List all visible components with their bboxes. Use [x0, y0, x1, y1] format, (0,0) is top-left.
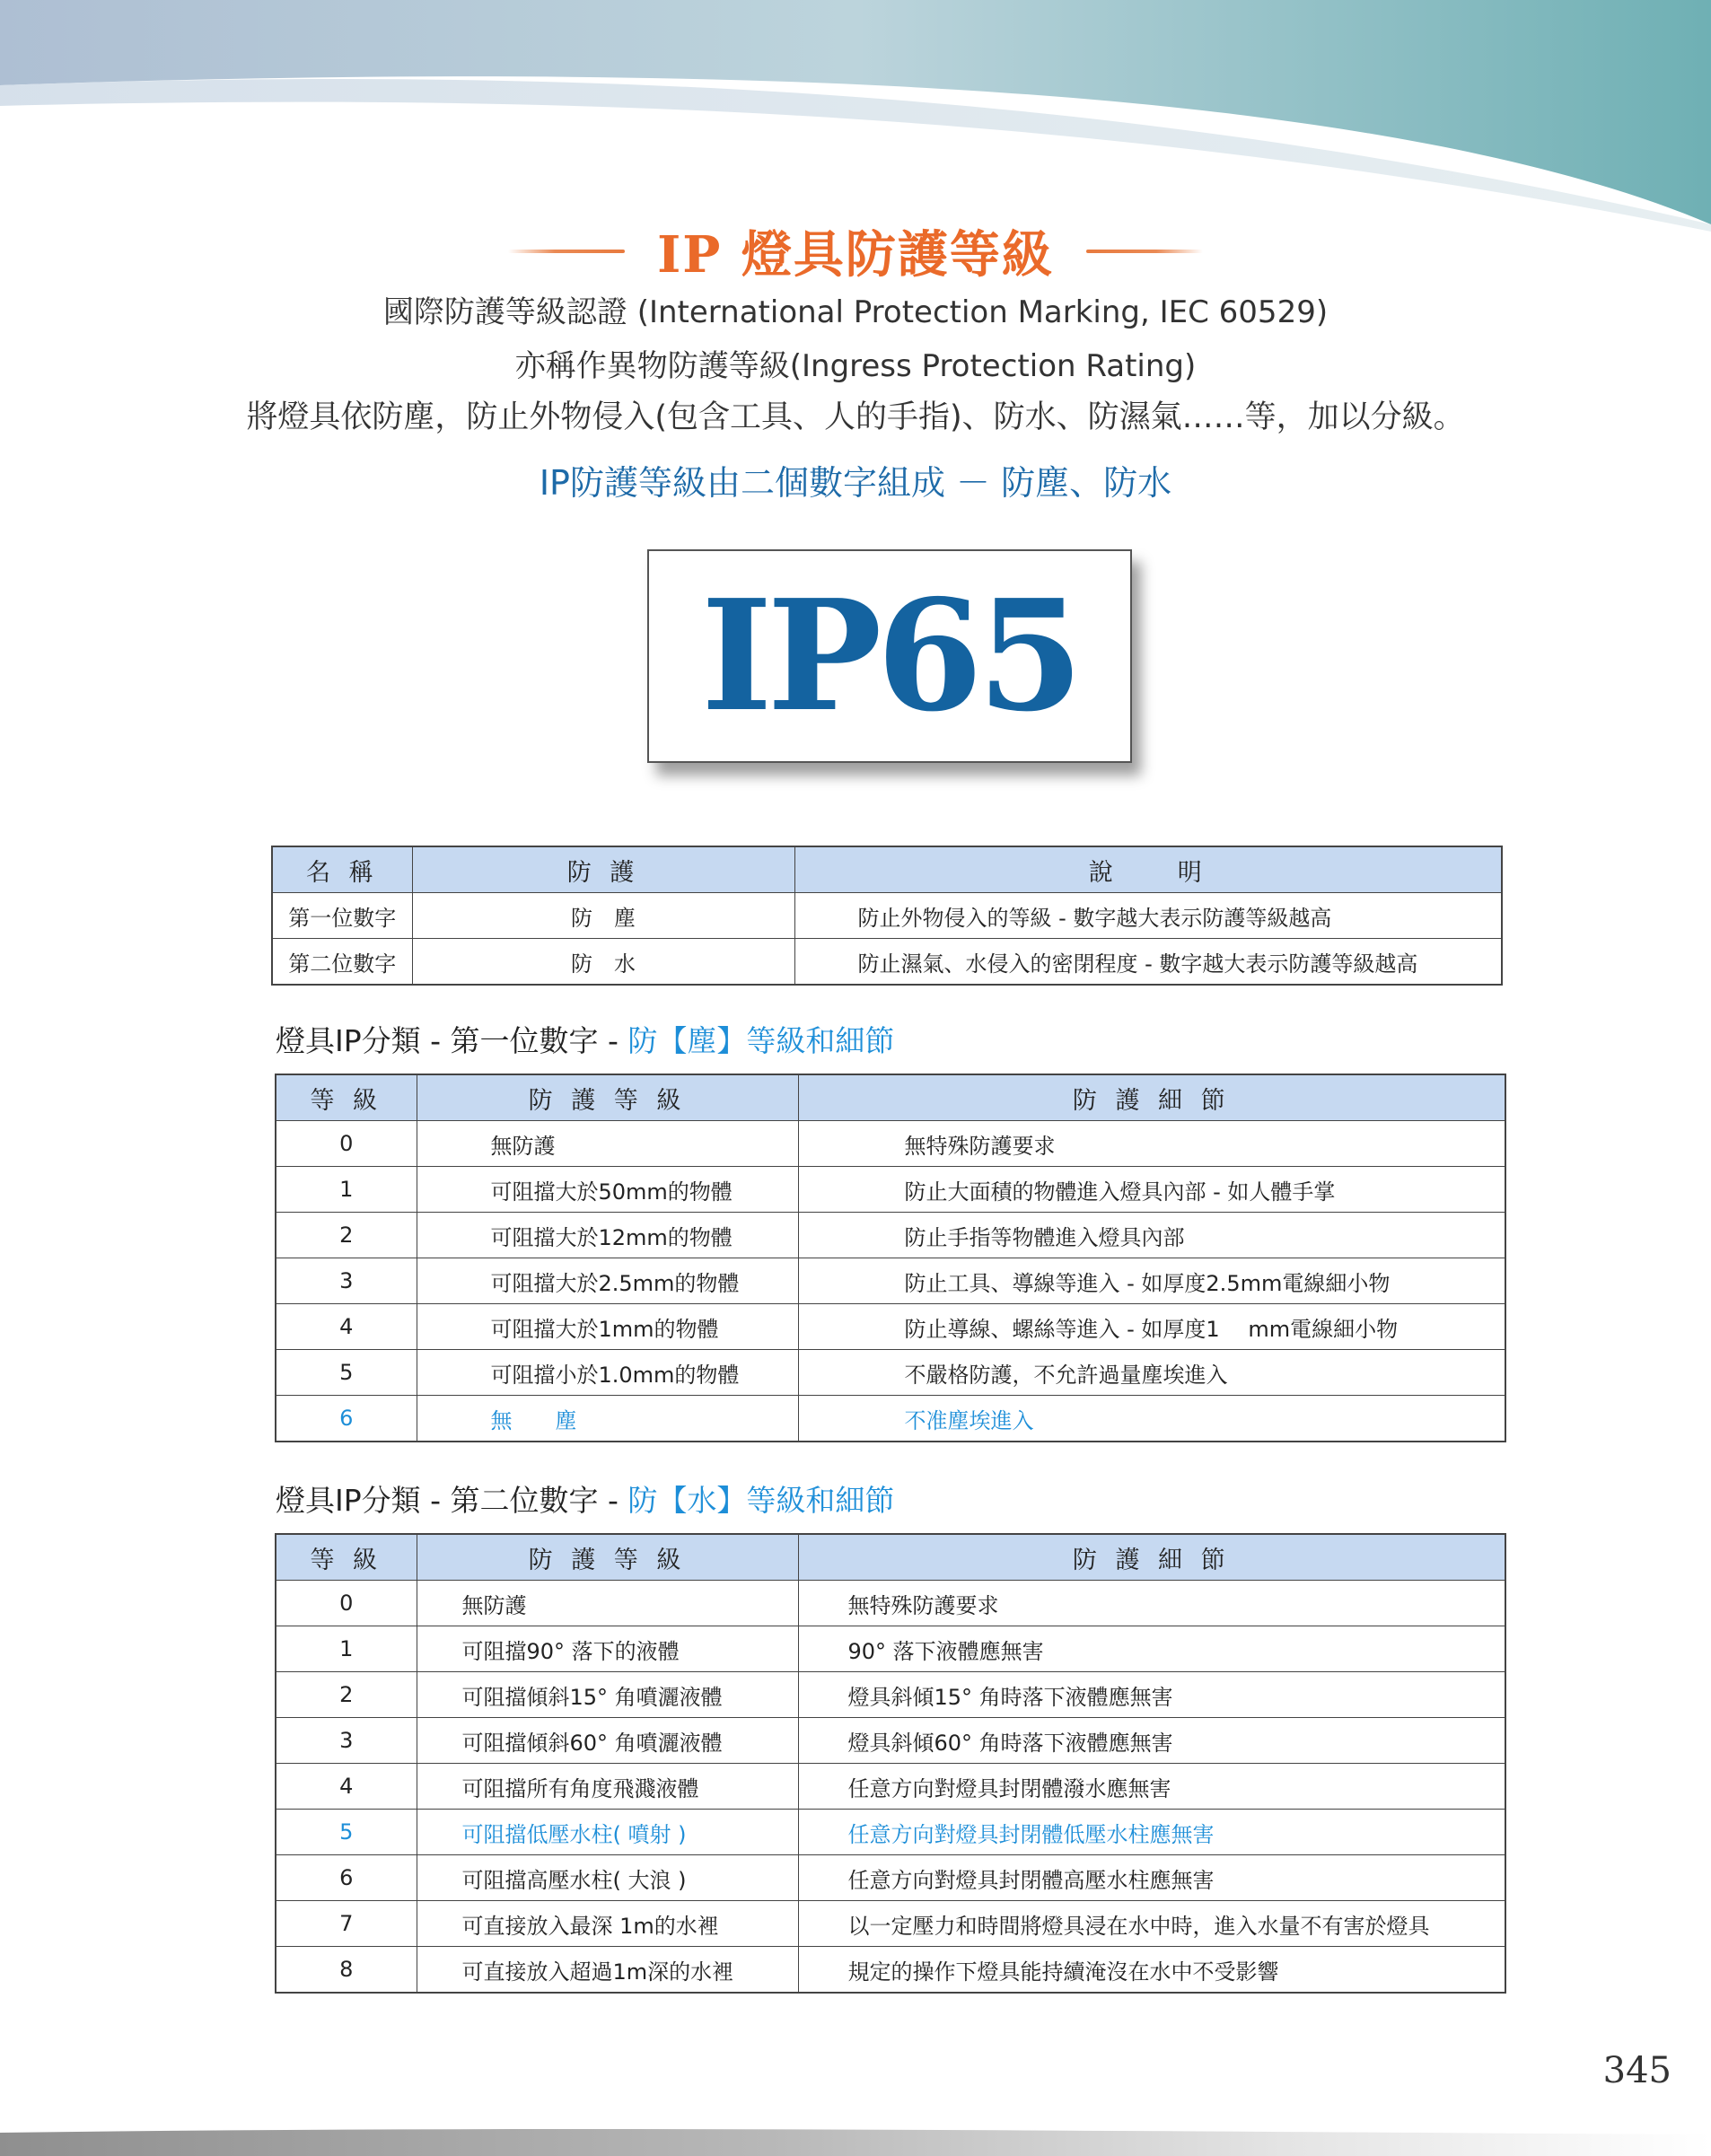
header-level: 等 級	[276, 1074, 417, 1121]
table-row	[276, 1167, 1505, 1213]
cell-protection-detail: 無特殊防護要求	[798, 1121, 1505, 1167]
table-row	[276, 1213, 1505, 1258]
cell-protection-detail: 防止導線、螺絲等進入 - 如厚度1 mm電線細小物	[798, 1304, 1505, 1350]
table-row	[276, 1947, 1505, 1994]
dust-title-highlight: 防【塵】等級和細節	[627, 1023, 895, 1058]
cell-description: 防止濕氣、水侵入的密閉程度 - 數字越大表示防護等級越高	[794, 939, 1502, 986]
cell-protection-level: 可阻擋傾斜15° 角噴灑液體	[417, 1672, 798, 1718]
cell-protection-level: 可直接放入最深 1m的水裡	[417, 1901, 798, 1947]
footer-bar-decoration	[0, 2125, 1711, 2156]
cell-level: 8	[276, 1947, 417, 1994]
table-row	[276, 1901, 1505, 1947]
cell-level: 0	[276, 1121, 417, 1167]
cell-protection-detail: 無特殊防護要求	[798, 1581, 1505, 1626]
header-protection: 防 護	[412, 846, 794, 893]
cell-level: 7	[276, 1901, 417, 1947]
cell-level: 2	[276, 1213, 417, 1258]
table-row	[276, 1350, 1505, 1396]
cell-level: 5	[276, 1810, 417, 1855]
cell-protection: 防 水	[412, 939, 794, 986]
cell-protection-detail: 不准塵埃進入	[798, 1396, 1505, 1442]
ip-badge-box	[647, 549, 1132, 763]
cell-level: 1	[276, 1167, 417, 1213]
cell-protection-level: 可阻擋低壓水柱( 噴射 )	[417, 1810, 798, 1855]
cell-level: 6	[276, 1855, 417, 1901]
cell-protection-detail: 防止大面積的物體進入燈具內部 - 如人體手掌	[798, 1167, 1505, 1213]
water-rating-table	[275, 1533, 1506, 1994]
cell-level: 5	[276, 1350, 417, 1396]
cell-protection-level: 無防護	[417, 1121, 798, 1167]
header-wave-decoration	[0, 0, 1711, 233]
cell-protection-level: 可阻擋大於2.5mm的物體	[417, 1258, 798, 1304]
cell-protection-detail: 以一定壓力和時間將燈具浸在水中時，進入水量不有害於燈具	[798, 1901, 1505, 1947]
water-title-highlight: 防【水】等級和細節	[627, 1483, 895, 1518]
cell-protection-detail: 防止工具、導線等進入 - 如厚度2.5mm電線細小物	[798, 1258, 1505, 1304]
table-row	[276, 1672, 1505, 1718]
cell-protection-detail: 90° 落下液體應無害	[798, 1626, 1505, 1672]
table-row	[272, 893, 1502, 939]
header-description: 說 明	[794, 846, 1502, 893]
digit-meaning-table	[271, 846, 1503, 986]
title-row	[0, 215, 1711, 287]
cell-protection-level: 可阻擋大於50mm的物體	[417, 1167, 798, 1213]
table-row	[276, 1764, 1505, 1810]
intro-line-1: 國際防護等級認證 (International Protection Marking, IEC 60529)	[382, 294, 1329, 330]
title-rule-right	[1086, 250, 1203, 253]
cell-protection-level: 無防護	[417, 1581, 798, 1626]
table-row	[276, 1304, 1505, 1350]
table-row	[276, 1121, 1505, 1167]
cell-protection-level: 可阻擋大於12mm的物體	[417, 1213, 798, 1258]
cell-protection: 防 塵	[412, 893, 794, 939]
cell-protection-detail: 防止手指等物體進入燈具內部	[798, 1213, 1505, 1258]
cell-protection-level: 可阻擋高壓水柱( 大浪 )	[417, 1855, 798, 1901]
cell-protection-detail: 燈具斜傾60° 角時落下液體應無害	[798, 1718, 1505, 1764]
table-row	[276, 1855, 1505, 1901]
header-protection-level: 防 護 等 級	[417, 1074, 798, 1121]
cell-name: 第二位數字	[272, 939, 412, 986]
cell-level: 0	[276, 1581, 417, 1626]
cell-protection-detail: 任意方向對燈具封閉體潑水應無害	[798, 1764, 1505, 1810]
cell-protection-detail: 規定的操作下燈具能持續淹沒在水中不受影響	[798, 1947, 1505, 1994]
cell-name: 第一位數字	[272, 893, 412, 939]
table-row	[276, 1396, 1505, 1442]
cell-protection-detail: 不嚴格防護，不允許過量塵埃進入	[798, 1350, 1505, 1396]
table-row	[276, 1581, 1505, 1626]
table-row	[276, 1258, 1505, 1304]
cell-protection-detail: 任意方向對燈具封閉體低壓水柱應無害	[798, 1810, 1505, 1855]
cell-protection-level: 可阻擋90° 落下的液體	[417, 1626, 798, 1672]
cell-level: 6	[276, 1396, 417, 1442]
cell-protection-level: 可阻擋小於1.0mm的物體	[417, 1350, 798, 1396]
table-row	[276, 1718, 1505, 1764]
cell-protection-level: 無 塵	[417, 1396, 798, 1442]
page-title: IP 燈具防護等級	[657, 225, 1054, 285]
table-row	[276, 1626, 1505, 1672]
cell-level: 1	[276, 1626, 417, 1672]
page-number: 345	[1602, 2050, 1672, 2091]
header-name: 名 稱	[272, 846, 412, 893]
cell-protection-level: 可直接放入超過1m深的水裡	[417, 1947, 798, 1994]
cell-level: 4	[276, 1304, 417, 1350]
header-protection-level: 防 護 等 級	[417, 1534, 798, 1581]
header-protection-detail: 防 護 細 節	[798, 1074, 1505, 1121]
cell-level: 3	[276, 1258, 417, 1304]
table-row	[272, 939, 1502, 986]
cell-protection-level: 可阻擋傾斜60° 角噴灑液體	[417, 1718, 798, 1764]
water-title-prefix: 燈具IP分類 - 第二位數字 -	[276, 1483, 628, 1518]
cell-protection-level: 可阻擋大於1mm的物體	[417, 1304, 798, 1350]
header-level: 等 級	[276, 1534, 417, 1581]
cell-protection-detail: 燈具斜傾15° 角時落下液體應無害	[798, 1672, 1505, 1718]
cell-level: 4	[276, 1764, 417, 1810]
header-protection-detail: 防 護 細 節	[798, 1534, 1505, 1581]
intro-line-2: 亦稱作異物防護等級(Ingress Protection Rating)	[514, 348, 1197, 384]
table-row	[276, 1810, 1505, 1855]
dust-title-prefix: 燈具IP分類 - 第一位數字 -	[276, 1023, 628, 1058]
water-section-title	[276, 1477, 894, 1520]
cell-level: 2	[276, 1672, 417, 1718]
cell-description: 防止外物侵入的等級 - 數字越大表示防護等級越高	[794, 893, 1502, 939]
cell-protection-detail: 任意方向對燈具封閉體高壓水柱應無害	[798, 1855, 1505, 1901]
cell-protection-level: 可阻擋所有角度飛濺液體	[417, 1764, 798, 1810]
title-rule-left	[508, 250, 625, 253]
intro-subheading: IP防護等級由二個數字組成 － 防塵、防水	[539, 463, 1172, 503]
dust-section-title	[276, 1018, 894, 1060]
dust-rating-table	[275, 1074, 1506, 1442]
cell-level: 3	[276, 1718, 417, 1764]
ip-badge-text: IP65	[701, 566, 1078, 746]
intro-line-3: 將燈具依防塵，防止外物侵入(包含工具、人的手指)、防水、防濕氣……等，加以分級。	[246, 399, 1465, 435]
